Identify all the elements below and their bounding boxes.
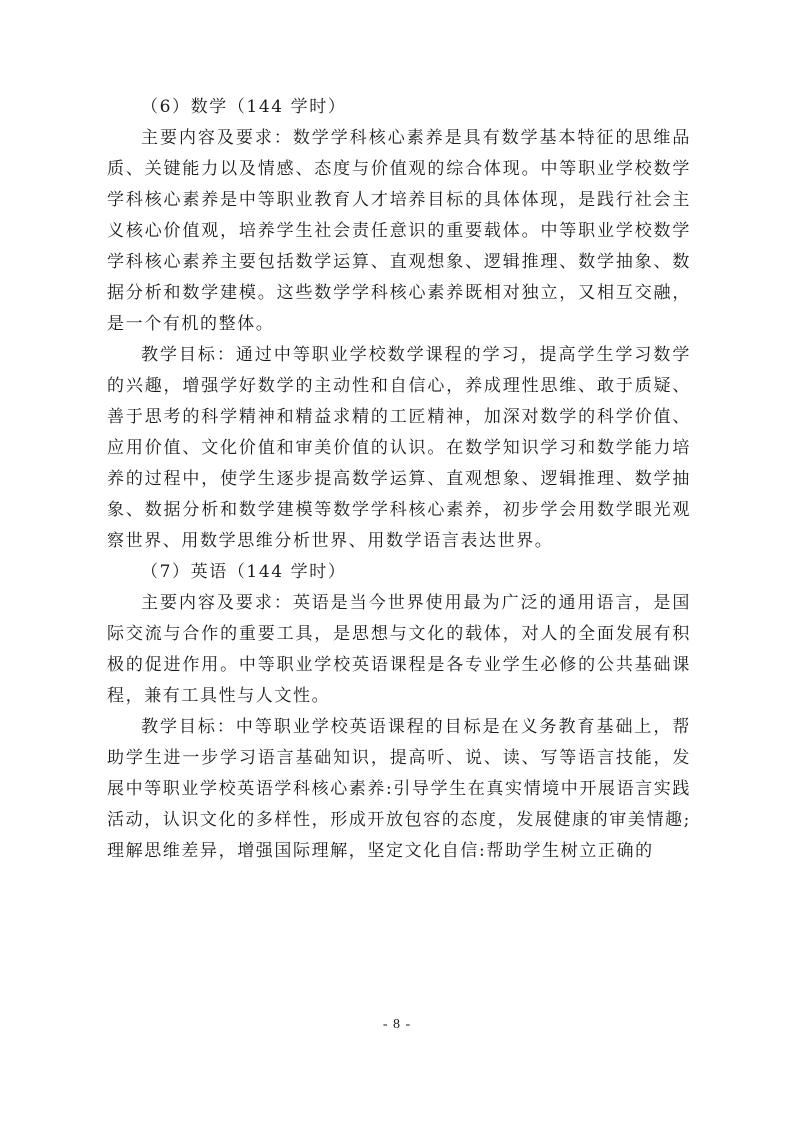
english-content-paragraph: 主要内容及要求：英语是当今世界使用最为广泛的通用语言，是国际交流与合作的重要工具，是思想与文化的载体，对人的全面发展有积极的促进作用。中等职业学校英语课程是各专业学生必修的公共基础课程，兼有工具性与人文性。	[107, 593, 691, 706]
section-english	[107, 557, 691, 867]
math-goal-paragraph: 教学目标：通过中等职业学校数学课程的学习，提高学生学习数学的兴趣，增强学好数学的主动性和自信心，养成理性思维、敢于质疑、善于思考的科学精神和精益求精的工匠精神，加深对数学的科学价值、应用价值、文化价值和审美价值的认识。在数学知识学习和数学能力培养的过程中，使学生逐步提高数学运算、直观想象、逻辑推理、数学抽象、数据分析和数学建模等数学学科核心素养，初步学会用数学眼光观察世界、用数学思维分析世界、用数学语言表达世界。	[107, 345, 691, 551]
section-heading-math: （6）数学（144 学时）	[141, 97, 347, 117]
section-heading-english: （7）英语（144 学时）	[141, 562, 347, 582]
document-page	[107, 92, 691, 867]
page-number: - 8 -	[382, 1017, 412, 1032]
section-math	[107, 92, 691, 557]
english-goal-paragraph: 教学目标：中等职业学校英语课程的目标是在义务教育基础上，帮助学生进一步学习语言基础知识，提高听、说、读、写等语言技能，发展中等职业学校英语学科核心素养:引导学生在真实情境中开展语言实践活动，认识文化的多样性，形成开放包容的态度，发展健康的审美情趣;理解思维差异，增强国际理解，坚定文化自信:帮助学生树立正确的	[107, 717, 691, 861]
math-content-paragraph: 主要内容及要求：数学学科核心素养是具有数学基本特征的思维品质、关键能力以及情感、态度与价值观的综合体现。中等职业学校数学学科核心素养是中等职业教育人才培养目标的具体体现，是践行社会主义核心价值观，培养学生社会责任意识的重要载体。中等职业学校数学学科核心素养主要包括数学运算、直观想象、逻辑推理、数学抽象、数据分析和数学建模。这些数学学科核心素养既相对独立，又相互交融，是一个有机的整体。	[107, 128, 691, 334]
